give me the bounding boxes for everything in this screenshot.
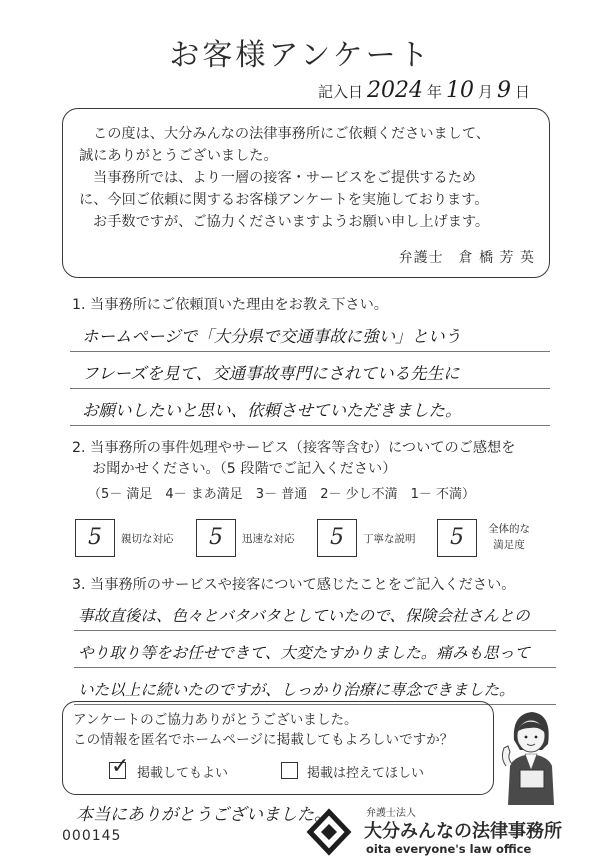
consent-question: この情報を匿名でホームページに掲載してもよろしいですか？ (73, 732, 454, 748)
entry-date (318, 78, 530, 103)
intro-box (62, 108, 550, 278)
rating-overall-label: 全体的な満足度 (488, 523, 530, 551)
q1-answer-text: フレーズを見て、交通事故専門にされている先生に (82, 364, 460, 383)
q3-answer-text: 事故直後は、色々とバタバタとしていたので、保険会社さんとの (78, 607, 530, 625)
intro-line: この度は、大分みんなの法律事務所にご依頼くださいまして、 (93, 126, 490, 142)
serial-number: 000145 (62, 828, 122, 844)
q1-answer-text: ホームページで「大分県で交通事故に強い」という (82, 327, 462, 346)
intro-line: 当事務所では、より一層の接客・サービスをご提供するため (93, 170, 477, 186)
q1-answer-line[interactable] (70, 355, 550, 389)
survey-title: お客様アンケート (169, 38, 432, 73)
q1-answer-line[interactable] (70, 392, 550, 426)
q3-answer-line[interactable] (74, 671, 556, 705)
intro-line: お手数ですが、ご協力くださいますようお願い申し上げます。 (93, 214, 490, 230)
rating-value: 5 (450, 525, 464, 550)
date-day[interactable]: 9 (497, 78, 512, 103)
q3-answer-text: やり取り等をお任せできて、大変たすかりました。痛みも思って (78, 644, 530, 662)
consent-no-label: 掲載は控えてほしい (307, 766, 425, 781)
rating-speed-label: 迅速な対応 (242, 533, 295, 545)
q3-answer-line[interactable] (74, 634, 556, 668)
q1-answer-line[interactable] (70, 318, 550, 352)
intro-line: 誠にありがとうございました。 (79, 148, 278, 164)
question-2-label-cont: お聞かせください。（5 段階でご記入ください） (92, 461, 397, 477)
logo-corp-type: 弁護士法人 (366, 808, 416, 819)
consent-yes-checkbox[interactable] (109, 754, 130, 779)
staff-illustration (494, 700, 566, 805)
question-3-label: 3. 当事務所のサービスや接客について感じたことをご記入ください。 (72, 577, 516, 593)
check-mark-icon: ✓ (111, 754, 130, 779)
q3-answer-line[interactable] (74, 597, 556, 631)
year-unit: 年 (427, 83, 443, 101)
lawyer-signature: 弁護士 倉 橋 芳 英 (398, 250, 535, 266)
rating-kindness-box[interactable] (75, 519, 115, 557)
rating-scale: （5－ 満足 4－ まあ満足 3－ 普通 2－ 少し不満 1－ 不満） (88, 487, 476, 502)
rating-value: 5 (330, 525, 344, 550)
logo-english-name: oita everyone's law office (366, 842, 532, 856)
date-year[interactable]: 2024 (367, 78, 424, 103)
intro-line: に、今回ご依頼に関するお客様アンケートを実施しております。 (79, 192, 489, 208)
question-1-label: 1. 当事務所にご依頼頂いた理由をお教え下さい。 (72, 297, 388, 313)
rating-overall-box[interactable] (437, 519, 477, 557)
rating-kindness-label: 親切な対応 (121, 533, 174, 545)
question-2-label: 2. 当事務所の事件処理やサービス（接客等含む）についてのご感想を (72, 440, 516, 456)
law-office-logo-icon (304, 808, 354, 856)
closing-note: 本当にありがとうございました。 (76, 805, 331, 825)
month-unit: 月 (478, 83, 494, 101)
rating-explanation-box[interactable] (317, 519, 357, 557)
date-label: 記入日 (318, 83, 364, 101)
day-unit: 日 (515, 83, 531, 101)
consent-box (62, 701, 494, 795)
q1-answer-text: お願いしたいと思い、依頼させていただきました。 (82, 401, 462, 420)
rating-explanation-label: 丁寧な説明 (363, 533, 416, 545)
date-month[interactable]: 10 (446, 78, 475, 103)
rating-value: 5 (209, 525, 223, 550)
rating-speed-box[interactable] (196, 519, 236, 557)
consent-no-checkbox[interactable] (281, 762, 298, 779)
logo-office-name: 大分みんなの法律事務所 (364, 821, 562, 842)
consent-thanks: アンケートのご協力ありがとうございました。 (73, 712, 358, 728)
rating-value: 5 (88, 525, 102, 550)
q3-answer-text: いた以上に続いたのですが、しっかり治療に専念できました。 (78, 681, 515, 699)
consent-yes-label: 掲載してもよい (137, 766, 229, 781)
